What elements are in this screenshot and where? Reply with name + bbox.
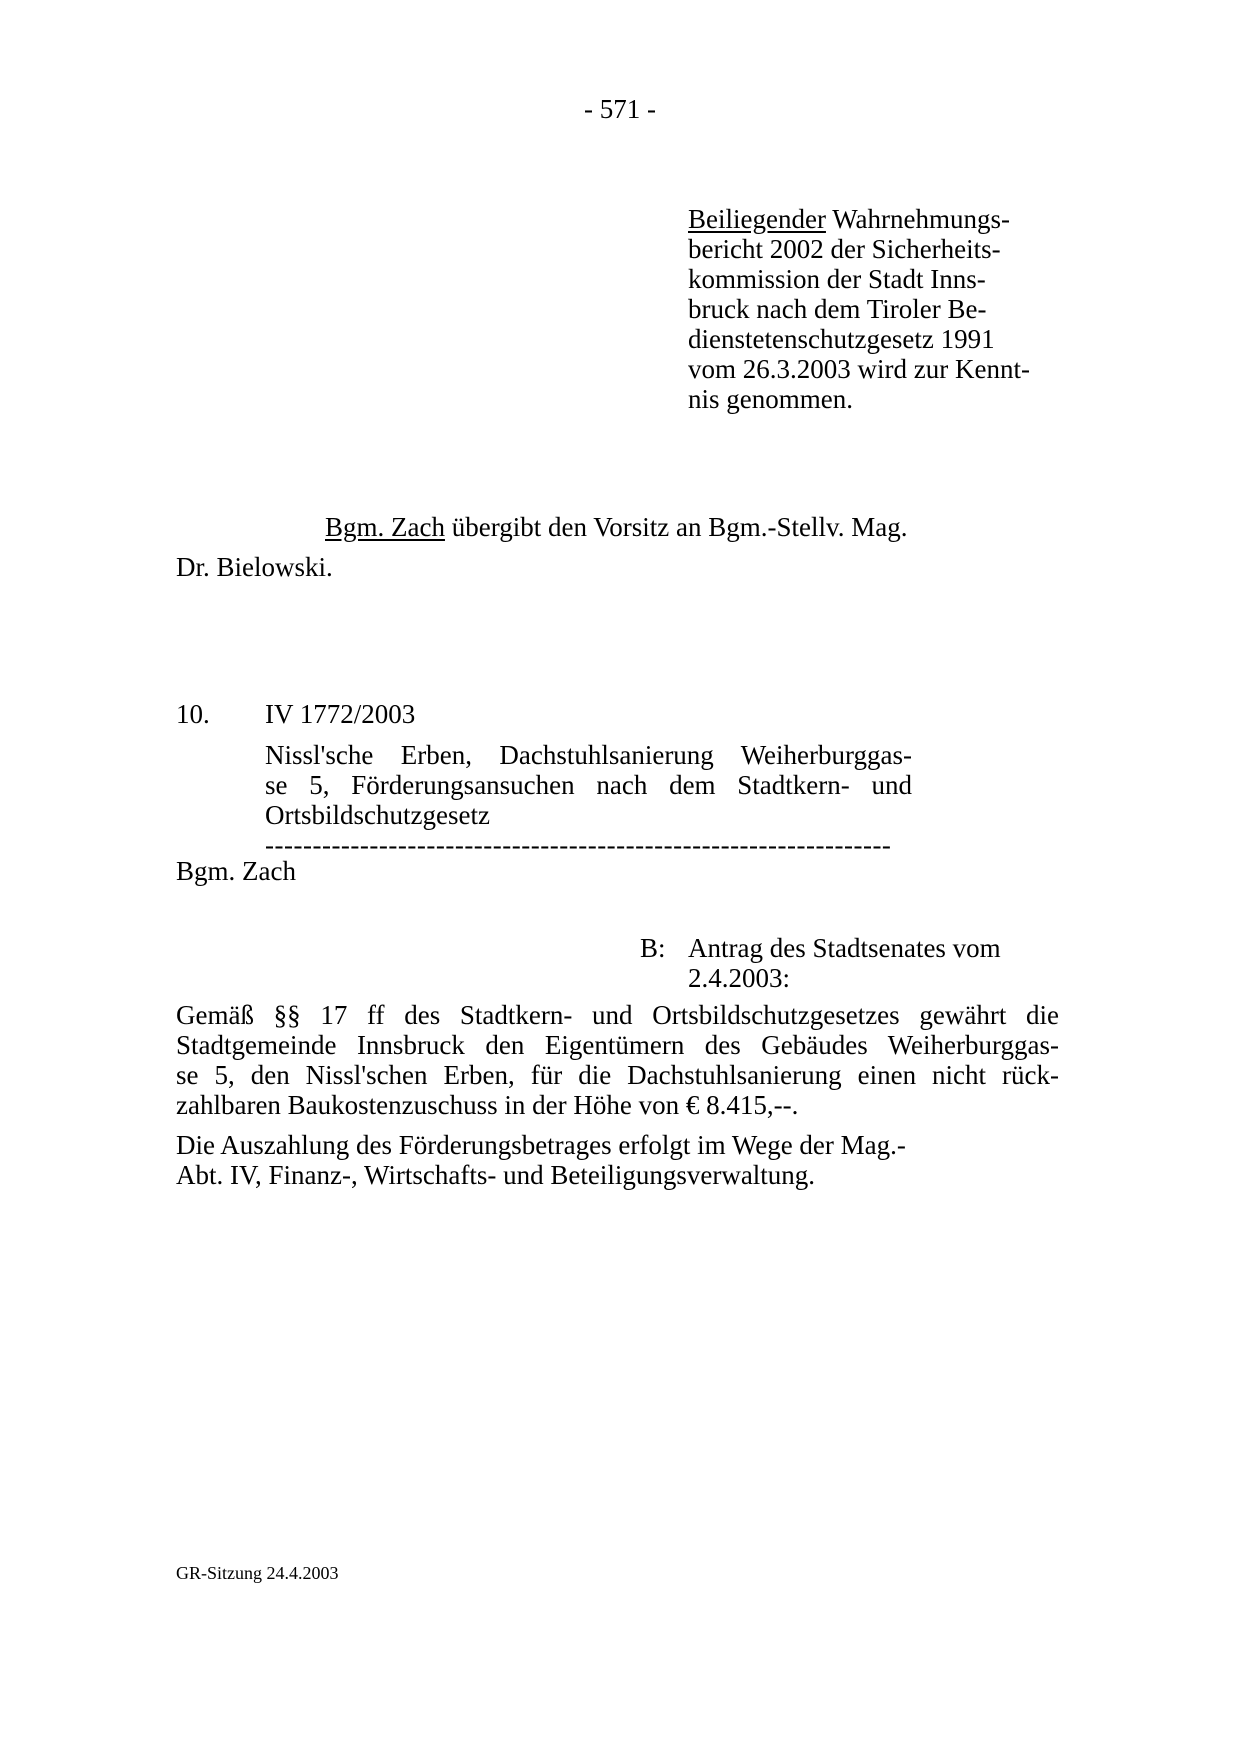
motion-paragraph-1: Gemäß §§ 17 ff des Stadtkern- und Ortsbildschutzgesetzes gewährt die Stadtgemeinde Innsbruck den Eigentümern des Gebäudes Weiherburggas- se 5, den Nissl'schen Erben, für die Dachstuhlsanierung einen nicht rück- zahlbaren Baukostenzuschuss in der Höhe von € 8.415,--. bbox=[176, 1000, 1059, 1120]
decision-block bbox=[688, 204, 1068, 414]
chair-handover-line2: Dr. Bielowski. bbox=[176, 552, 333, 582]
decision-line: bericht 2002 der Sicherheits- bbox=[688, 234, 1001, 264]
item-description-line: Ortsbildschutzgesetz bbox=[265, 800, 490, 830]
decision-line: dienstetenschutzgesetz 1991 bbox=[688, 324, 995, 354]
item-description-line: Nissl'sche Erben, Dachstuhlsanierung Weiherburggas- bbox=[265, 740, 912, 770]
item-description bbox=[265, 740, 912, 860]
page-number: - 571 - bbox=[584, 94, 656, 124]
item-separator: ------------------------------------------------------------------ bbox=[265, 830, 892, 860]
decision-line: vom 26.3.2003 wird zur Kennt- bbox=[688, 354, 1030, 384]
item-description-line: se 5, Förderungsansuchen nach dem Stadtkern- und bbox=[265, 770, 912, 800]
item-rapporteur: Bgm. Zach bbox=[176, 856, 296, 886]
decision-line: kommission der Stadt Inns- bbox=[688, 264, 986, 294]
page-footer: GR-Sitzung 24.4.2003 bbox=[176, 1563, 339, 1583]
decision-first-word: Beiliegender bbox=[688, 204, 826, 234]
chair-handover: Bgm. Zach übergibt den Vorsitz an Bgm.-Stellv. Mag. bbox=[325, 512, 908, 542]
item-number: 10. bbox=[176, 699, 210, 729]
motion-label: B: bbox=[640, 933, 666, 963]
decision-line-1: Beiliegender Wahrnehmungs- bbox=[688, 204, 1010, 234]
motion-paragraph-2: Die Auszahlung des Förderungsbetrages erfolgt im Wege der Mag.- Abt. IV, Finanz-, Wirtschafts- und Beteiligungsverwaltung. bbox=[176, 1130, 906, 1190]
motion-heading: Antrag des Stadtsenates vom 2.4.2003: bbox=[688, 933, 1001, 993]
decision-line: bruck nach dem Tiroler Be- bbox=[688, 294, 987, 324]
item-reference: IV 1772/2003 bbox=[265, 699, 416, 729]
chair-name: Bgm. Zach bbox=[325, 512, 445, 542]
decision-line: nis genommen. bbox=[688, 384, 853, 414]
